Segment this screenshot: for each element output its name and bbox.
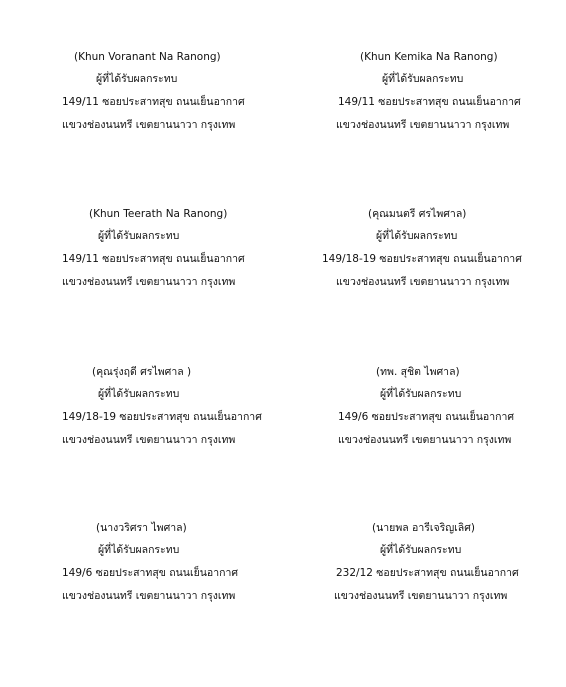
recipient-address-line1: 149/18-19 ซอยประสาทสุข ถนนเย็นอากาศ: [62, 411, 262, 423]
recipient-address-line1: 232/12 ซอยประสาทสุข ถนนเย็นอากาศ: [336, 567, 519, 579]
recipient-role: ผู้ที่ได้รับผลกระทบ: [96, 73, 178, 85]
recipient-address-line2: แขวงช่องนนทรี เขตยานนาวา กรุงเทพ: [62, 434, 236, 446]
recipient-role: ผู้ที่ได้รับผลกระทบ: [376, 230, 458, 242]
recipient-role: ผู้ที่ได้รับผลกระทบ: [98, 544, 180, 556]
recipient-role: ผู้ที่ได้รับผลกระทบ: [98, 230, 180, 242]
recipient-name: (ทพ. สุชิต ไพศาล): [376, 366, 460, 378]
recipient-name: (นางวริศรา ไพศาล): [96, 522, 187, 534]
recipient-address-line2: แขวงช่องนนทรี เขตยานนาวา กรุงเทพ: [338, 434, 512, 446]
recipient-role: ผู้ที่ได้รับผลกระทบ: [380, 388, 462, 400]
recipient-role: ผู้ที่ได้รับผลกระทบ: [382, 73, 464, 85]
recipient-address-line1: 149/11 ซอยประสาทสุข ถนนเย็นอากาศ: [338, 96, 521, 108]
recipient-address-line2: แขวงช่องนนทรี เขตยานนาวา กรุงเทพ: [336, 119, 510, 131]
recipient-role: ผู้ที่ได้รับผลกระทบ: [380, 544, 462, 556]
recipient-name: (คุณมนตรี ศรไพศาล): [368, 208, 467, 220]
recipient-address-line1: 149/11 ซอยประสาทสุข ถนนเย็นอากาศ: [62, 96, 245, 108]
recipient-address-line1: 149/11 ซอยประสาทสุข ถนนเย็นอากาศ: [62, 253, 245, 265]
recipient-address-line1: 149/6 ซอยประสาทสุข ถนนเย็นอากาศ: [338, 411, 515, 423]
recipient-name: (คุณรุ่งฤดี ศรไพศาล ): [92, 366, 192, 378]
recipient-address-line1: 149/18-19 ซอยประสาทสุข ถนนเย็นอากาศ: [322, 253, 522, 265]
recipient-address-line2: แขวงช่องนนทรี เขตยานนาวา กรุงเทพ: [62, 276, 236, 288]
recipient-address-line2: แขวงช่องนนทรี เขตยานนาวา กรุงเทพ: [62, 590, 236, 602]
recipient-name: (Khun Teerath Na Ranong): [89, 208, 228, 220]
recipient-name: (นายพล อารีเจริญเลิศ): [372, 522, 475, 534]
recipient-address-line2: แขวงช่องนนทรี เขตยานนาวา กรุงเทพ: [62, 119, 236, 131]
recipient-name: (Khun Kemika Na Ranong): [360, 51, 498, 63]
recipient-role: ผู้ที่ได้รับผลกระทบ: [98, 388, 180, 400]
recipient-name: (Khun Voranant Na Ranong): [74, 51, 221, 63]
recipient-address-line2: แขวงช่องนนทรี เขตยานนาวา กรุงเทพ: [336, 276, 510, 288]
recipient-address-line2: แขวงช่องนนทรี เขตยานนาวา กรุงเทพ: [334, 590, 508, 602]
recipient-address-line1: 149/6 ซอยประสาทสุข ถนนเย็นอากาศ: [62, 567, 239, 579]
